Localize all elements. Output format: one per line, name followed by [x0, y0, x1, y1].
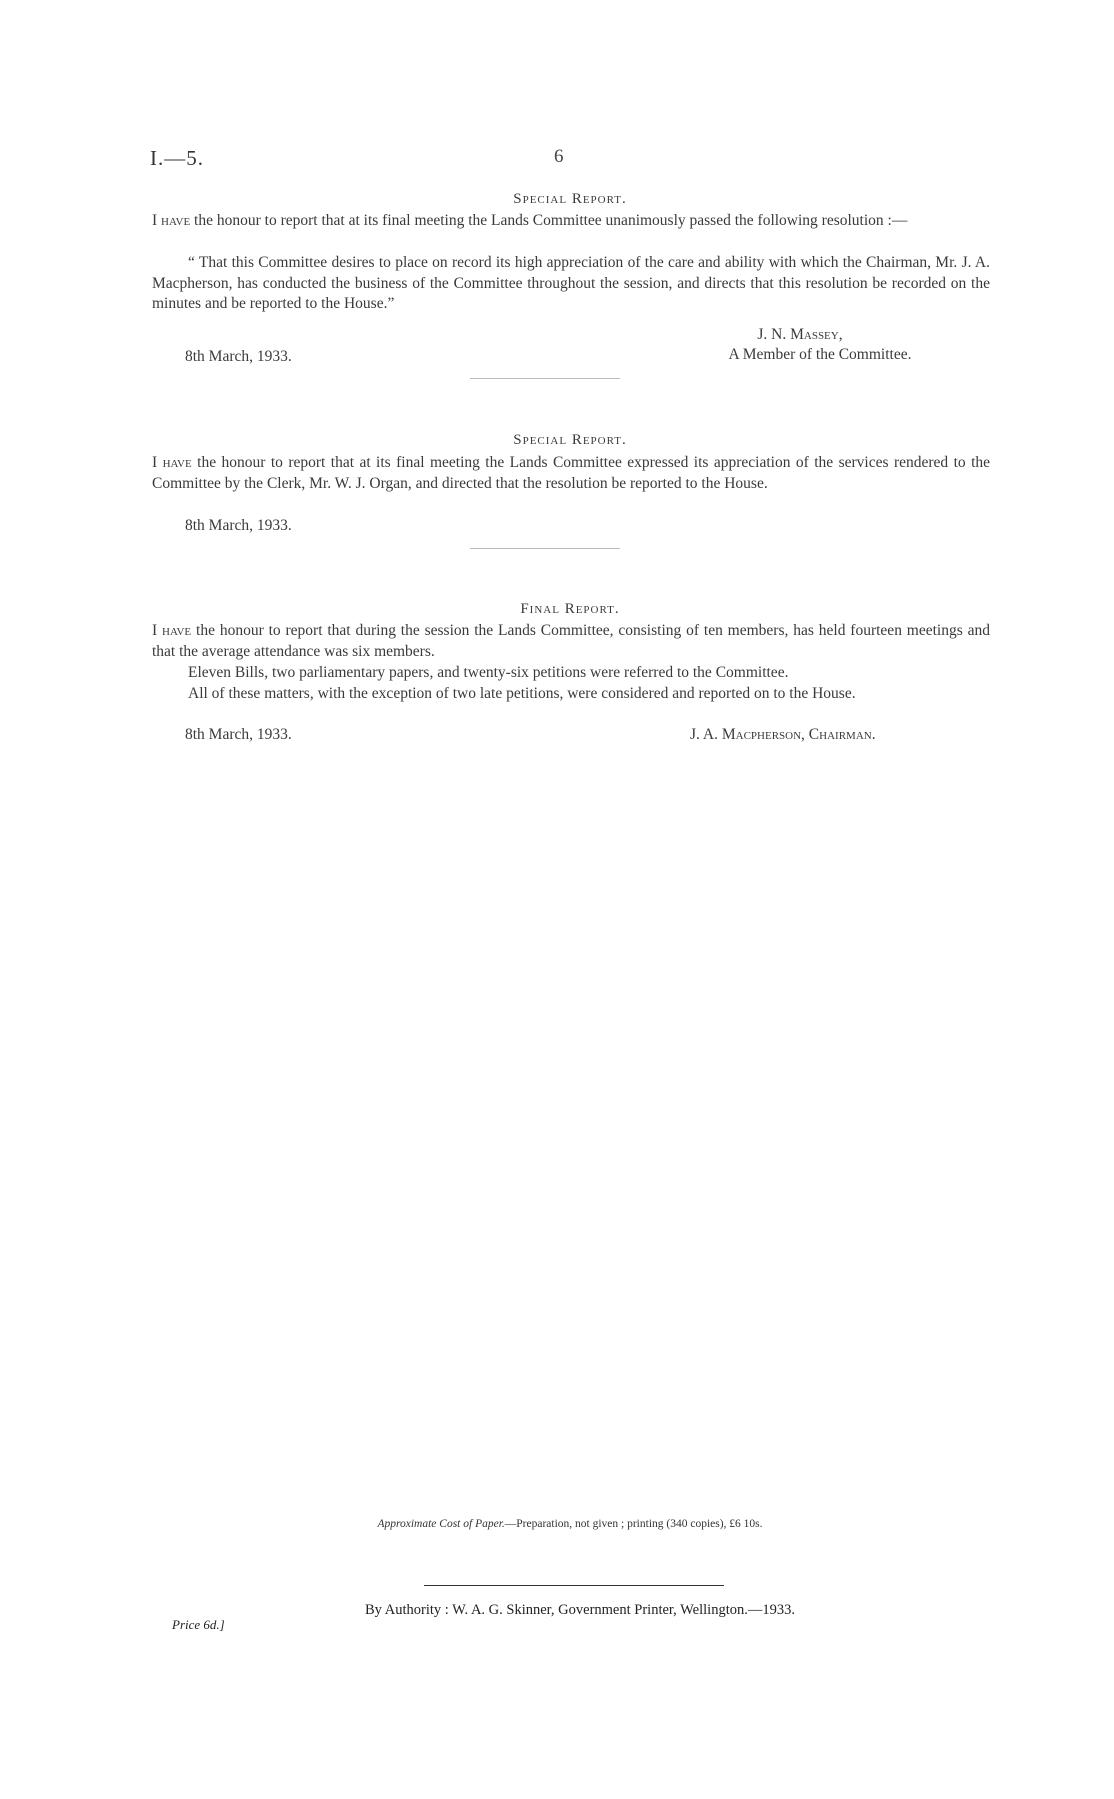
signatory-name: J. N. Massey, [757, 326, 843, 343]
lead-words: I have [152, 212, 191, 229]
special-report-2-paragraph-1 [152, 453, 990, 494]
printer-authority-line: By Authority : W. A. G. Skinner, Government Printer, Wellington.—1933. [365, 1602, 795, 1618]
section-divider [470, 378, 620, 379]
approximate-cost-note [150, 1518, 990, 1530]
final-report-paragraph-3: All of these matters, with the exception of two late petitions, were considered and reported on to the House. [188, 685, 856, 702]
special-report-1-resolution: “ That this Committee desires to place on record its high appreciation of the care and ability with which the Chairman, Mr. J. A. Macpherson, has conducted the business of the Committee throughout the session, and directs that this resolution be recorded on the minutes and be reported to the House.” [152, 254, 990, 312]
special-report-2-date: 8th March, 1933. [185, 517, 292, 534]
final-report-paragraph-1 [152, 621, 990, 662]
lead-words: I have [152, 622, 192, 639]
section-title-special-report-2: Special Report. [513, 432, 627, 448]
final-report-paragraph-2: Eleven Bills, two parliamentary papers, and twenty-six petitions were referred to the Committee. [188, 664, 789, 681]
paper-reference: I.—5. [150, 146, 204, 170]
cost-label: Approximate Cost of Paper. [377, 1518, 505, 1530]
signatory-title: A Member of the Committee. [728, 346, 912, 363]
paragraph-text: the honour to report that at its final meeting the Lands Committee unanimously passed the following resolution :— [190, 212, 908, 229]
footer-rule [424, 1585, 724, 1586]
section-title-special-report-1: Special Report. [513, 191, 627, 207]
section-title-final-report: Final Report. [520, 601, 620, 617]
section-divider [470, 548, 620, 549]
final-report-signatory: J. A. Macpherson, Chairman. [690, 726, 876, 743]
page-number: 6 [554, 146, 564, 167]
paragraph-text: the honour to report that at its final meeting the Lands Committee expressed its appreciation of the services rendered to the Committee by the Clerk, Mr. W. J. Organ, and directed that the resolution be reported to the House. [152, 454, 990, 492]
paragraph-text: the honour to report that during the session the Lands Committee, consisting of ten members, has held fourteen meetings and that the average attendance was six members. [152, 622, 990, 660]
special-report-1-date: 8th March, 1933. [185, 348, 292, 365]
special-report-1-paragraph-1 [152, 211, 990, 232]
cost-text: —Preparation, not given ; printing (340 copies), £6 10s. [504, 1518, 763, 1530]
price-note: Price 6d.] [172, 1617, 225, 1632]
final-report-date: 8th March, 1933. [185, 726, 292, 743]
lead-words: I have [152, 454, 192, 471]
